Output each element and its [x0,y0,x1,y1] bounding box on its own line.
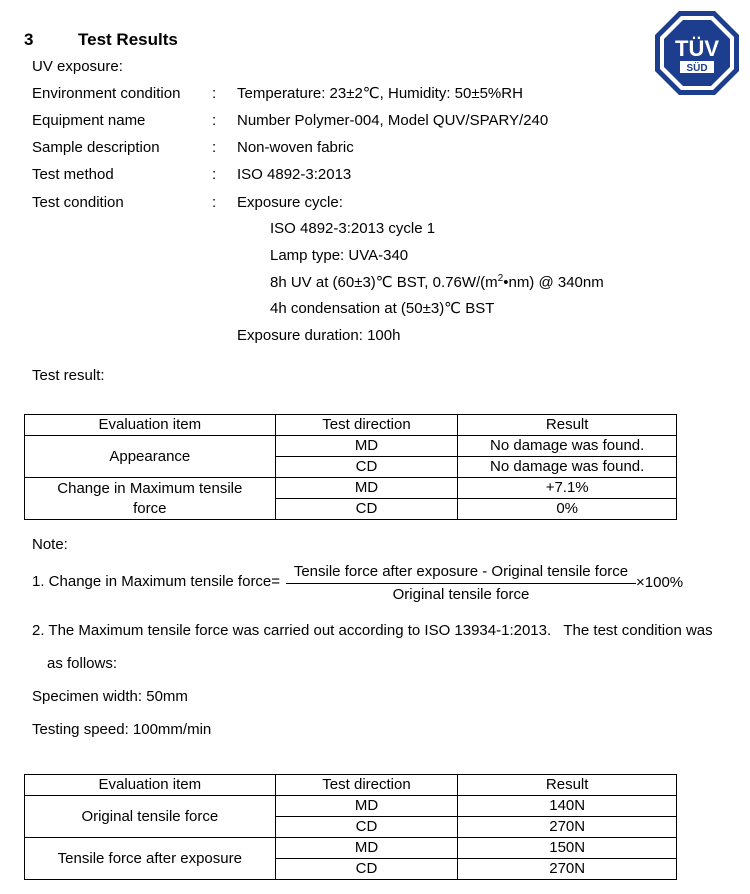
result-cell: 270N [458,859,677,880]
note-label: Note: [32,536,68,553]
field-value: ISO 4892-3:2013 [237,166,352,183]
note-1-prefix: 1. Change in Maximum tensile force= [32,573,281,590]
table-row [25,838,677,859]
results-table-1 [24,414,677,520]
result-cell: 140N [458,796,677,817]
result-cell: No damage was found. [458,457,677,478]
field-separator: : [212,139,217,156]
direction-cell: CD [275,457,458,478]
table-header-row [25,415,677,436]
cycle-uv [270,274,604,290]
header-result: Result [458,415,677,436]
evaluation-item-cell: Tensile force after exposure [25,838,276,880]
evaluation-item-line: force [133,499,167,517]
cycle-uv-superscript: 2 [497,273,504,284]
note-2-line-2: as follows: [47,655,118,672]
field-separator: : [212,85,217,102]
section-number: 3 [24,30,34,49]
direction-cell: MD [275,838,458,859]
specimen-width: Specimen width: 50mm [32,688,188,705]
result-cell: 270N [458,817,677,838]
field-value: Temperature: 23±2℃, Humidity: 50±5%RH [237,85,523,102]
logo-subtext: SÜD [686,63,708,74]
evaluation-item-cell: Original tensile force [25,796,276,838]
cycle-standard: ISO 4892-3:2013 cycle 1 [270,220,436,237]
test-result-label: Test result: [32,367,105,384]
direction-cell: CD [275,817,458,838]
header-evaluation-item: Evaluation item [25,775,276,796]
result-cell: 150N [458,838,677,859]
cycle-uv-text-end: •nm) @ 340nm [503,274,604,291]
field-separator: : [212,112,217,129]
evaluation-item-cell: Appearance [25,436,276,478]
header-test-direction: Test direction [275,415,458,436]
table-row [25,796,677,817]
result-cell: 0% [458,499,677,520]
result-cell: No damage was found. [458,436,677,457]
direction-cell: CD [275,499,458,520]
cycle-condensation: 4h condensation at (50±3)℃ BST [270,300,495,317]
tuv-sud-logo [654,10,740,96]
section-title: Test Results [78,30,178,49]
result-cell: +7.1% [458,478,677,499]
direction-cell: MD [275,478,458,499]
field-value: Exposure cycle: [237,194,343,211]
field-label: Environment condition [32,85,181,102]
evaluation-item-cell [25,478,276,520]
formula-denominator: Original tensile force [392,586,530,603]
cycle-uv-text: 8h UV at (60±3)℃ BST, 0.76W/(m [270,274,498,291]
cycle-lamp: Lamp type: UVA-340 [270,247,409,264]
field-value: Non-woven fabric [237,139,354,156]
field-separator: : [212,194,217,211]
header-evaluation-item: Evaluation item [25,415,276,436]
field-label: Test condition [32,194,124,211]
evaluation-item-line: Change in Maximum tensile [57,479,243,497]
logo-text: TÜV [675,36,719,61]
testing-speed: Testing speed: 100mm/min [32,721,212,738]
formula-multiplier: ×100% [636,574,684,591]
header-result: Result [458,775,677,796]
direction-cell: MD [275,796,458,817]
direction-cell: MD [275,436,458,457]
field-separator: : [212,166,217,183]
uv-exposure-label: UV exposure: [32,58,123,75]
table-row [25,478,677,499]
formula-numerator: Tensile force after exposure - Original tensile force [286,563,636,584]
field-label: Test method [32,166,114,183]
table-row [25,436,677,457]
header-test-direction: Test direction [275,775,458,796]
results-table-2 [24,774,677,880]
field-label: Equipment name [32,112,146,129]
exposure-duration: Exposure duration: 100h [237,327,401,344]
formula-fraction [286,563,636,604]
field-value: Number Polymer-004, Model QUV/SPARY/240 [237,112,549,129]
direction-cell: CD [275,859,458,880]
field-label: Sample description [32,139,160,156]
table-header-row [25,775,677,796]
note-2-line-1: 2. The Maximum tensile force was carried out according to ISO 13934-1:2013. The test condition was [32,622,713,639]
